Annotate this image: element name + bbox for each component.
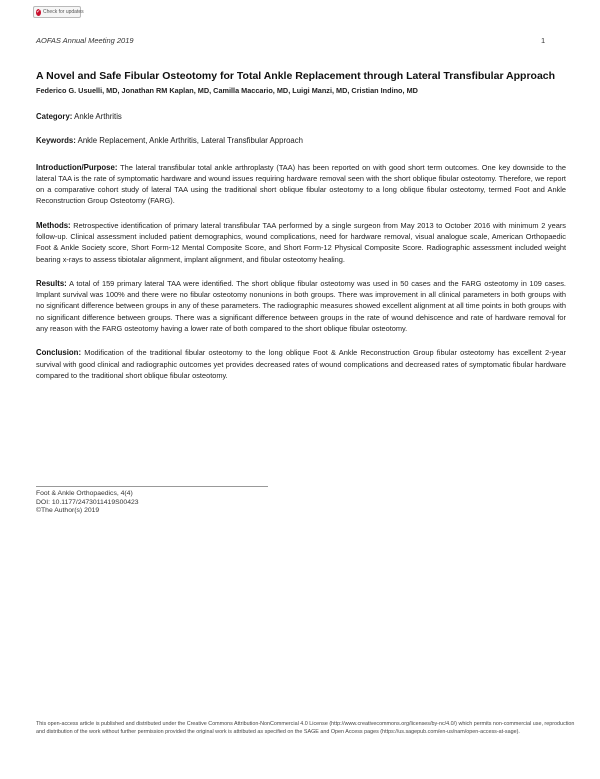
methods-text: Retrospective identification of primary lateral transfibular TAA performed by a single surgeon from May 2013 to October 2016 with minimum 2 years follow-up. Clinical assessment included patient demographics, wound complications, need for hardware removal, visual analogue scale, American Orthopaedic Foot & Ankle Society score, Short Form-12 Mental Composite Score, and Short Form-12 Physical Composite Score. Radiographic assessment included weight bearing x-rays to assess tibiotalar alignment, implant alignment, and fibular osteotomy healing. bbox=[36, 220, 566, 264]
footer-journal: Foot & Ankle Orthopaedics, 4(4) bbox=[36, 490, 133, 497]
check-for-updates-badge[interactable] bbox=[33, 6, 84, 18]
introduction-label: Introduction/Purpose: bbox=[36, 162, 118, 172]
section-methods bbox=[36, 220, 566, 265]
check-updates-icon: ✓ bbox=[36, 8, 42, 15]
conclusion-text: Modification of the traditional fibular osteotomy to the long oblique Foot & Ankle Reconstruction Group fibular osteotomy has excellent 2-year survival with good clinical and radiographic outcomes yet provides decreased rates of wound complications and decreased rates of symptomatic fibular hardware compared to the traditional short oblique fibular osteotomy. bbox=[36, 348, 566, 380]
section-results bbox=[36, 278, 566, 334]
footer-copyright: ©The Author(s) 2019 bbox=[36, 507, 100, 515]
methods-label: Methods: bbox=[36, 220, 71, 230]
footer-citation bbox=[36, 490, 139, 516]
introduction-text: The lateral transfibular total ankle arthroplasty (TAA) has been reported on with good short term outcomes. One key downside to the lateral TAA is the rate of symptomatic hardware and wound issues requiring hardware removal seen with the short oblique fibular osteotomy. Therefore, we report on a comparative cohort study of lateral TAA using the traditional short oblique fibular osteotomy to a long oblique fibular osteotomy, termed Foot and Ankle Reconstruction Group Osteotomy (FARG). bbox=[36, 162, 566, 206]
results-text: A total of 159 primary lateral TAA were identified. The short oblique fibular osteotomy was used in 50 cases and the FARG osteotomy in 109 cases. Implant survival was 100% and there were no fibular osteotomy nonunions in both groups. There was improvement in all clinical parameters in both groups with no significant difference between groups in any of these parameters. The radiographic measures showed excellent alignment at all time points in both groups with no significant difference between groups. There was a significant difference between groups in the rate of wound dehiscence and rate of hardware removal for any reason with the FARG osteotomy having a lower rate of both compared to the short oblique fibular osteotomy. bbox=[36, 278, 566, 334]
article-body bbox=[36, 70, 566, 389]
category-line bbox=[36, 112, 566, 122]
category-value: Ankle Arthritis bbox=[74, 111, 122, 121]
keywords-label: Keywords: bbox=[36, 135, 76, 145]
keywords-line bbox=[36, 136, 566, 146]
author-list: Federico G. Usuelli, MD, Jonathan RM Kaplan, MD, Camilla Maccario, MD, Luigi Manzi, MD, Cristian Indino, MD bbox=[36, 85, 418, 95]
footer-doi: DOI: 10.1177/2473011419S00423 bbox=[36, 498, 139, 506]
article-title: A Novel and Safe Fibular Osteotomy for Total Ankle Replacement through Lateral Transfibular Approach bbox=[36, 70, 556, 82]
results-label: Results: bbox=[36, 278, 67, 288]
conclusion-label: Conclusion: bbox=[36, 348, 82, 358]
license-notice: This open-access article is published and distributed under the Creative Commons Attribution-NonCommercial 4.0 License (http://www.creativecommons.org/licenses/by-nc/4.0/) which permits non-commercial use, reproduction and distribution of the work without further permission provided the original work is attributed as specified on the SAGE and Open Access pages (https://us.sagepub.com/en-us/nam/open-access-at-sage). bbox=[36, 721, 575, 735]
keywords-value: Ankle Replacement, Ankle Arthritis, Lateral Transfibular Approach bbox=[77, 135, 303, 145]
check-updates-label: Check for updates bbox=[43, 9, 84, 15]
category-label: Category: bbox=[36, 111, 73, 121]
section-conclusion bbox=[36, 347, 566, 381]
page-number: 1 bbox=[541, 36, 546, 45]
running-header-journal: AOFAS Annual Meeting 2019 bbox=[36, 36, 134, 45]
footer-divider bbox=[36, 486, 268, 487]
section-introduction bbox=[36, 162, 566, 207]
